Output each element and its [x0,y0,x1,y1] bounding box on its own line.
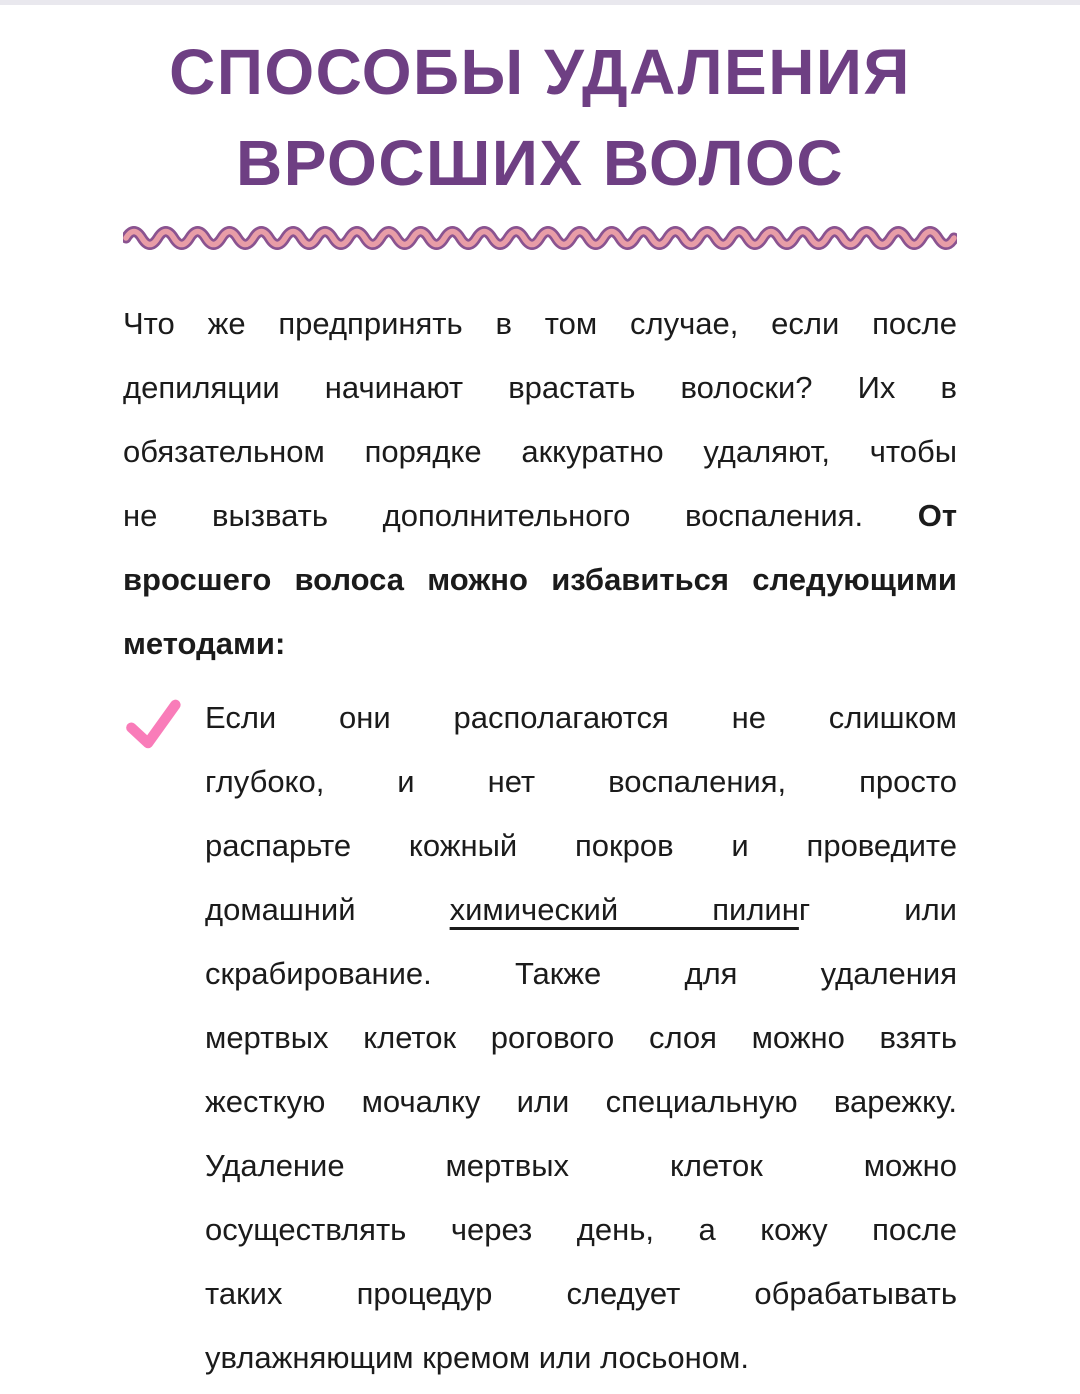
text-line [123,292,957,356]
text-segment: осуществлять через день, а кожу после [205,1212,957,1247]
text-line [205,686,957,750]
list-item-text [205,686,957,1390]
page-title-line-1: СПОСОБЫ УДАЛЕНИЯ [169,36,911,108]
wavy-divider [123,218,957,258]
article-content [123,27,957,1390]
text-line [123,356,957,420]
text-line [205,1070,957,1134]
text-line [123,420,957,484]
list-item [123,686,957,1390]
text-segment: домашний [205,892,450,927]
bold-text-segment: методами: [123,626,286,661]
underlined-link[interactable]: химический пилин [449,892,799,927]
text-line [205,1262,957,1326]
text-segment: распарьте кожный покров и проведите [205,828,957,863]
text-segment: мертвых клеток рогового слоя можно взять [205,1020,957,1055]
text-segment: скрабирование. Также для удаления [205,956,957,991]
text-line [205,942,957,1006]
page-title [123,27,957,209]
text-segment: не вызвать дополнительного воспаления. [123,498,918,533]
text-segment: таких процедур следует обрабатывать [205,1276,957,1311]
text-segment: глубоко, и нет воспаления, просто [205,764,957,799]
text-line [205,878,957,942]
text-segment: Если они располагаются не слишком [205,700,957,735]
bold-text-segment: От [917,498,957,533]
intro-paragraph [123,292,957,676]
checkmark-icon [123,698,184,752]
text-segment: обязательном порядке аккуратно удаляют, чтобы [123,434,957,469]
text-segment: Что же предпринять в том случае, если после [123,306,957,341]
text-line [123,548,957,612]
text-segment: жесткую мочалку или специальную варежку. [205,1084,957,1119]
text-segment: увлажняющим кремом или лосьоном. [205,1340,749,1375]
page-title-line-2: ВРОСШИХ ВОЛОС [235,127,845,199]
text-line [205,1006,957,1070]
bold-text-segment: вросшего волоса можно избавиться следующими [123,562,957,597]
text-line [205,1198,957,1262]
checkmark-stroke [130,705,178,744]
text-line [205,814,957,878]
text-line [205,1134,957,1198]
text-line [205,750,957,814]
text-segment: Удаление мертвых клеток можно [205,1148,957,1183]
text-segment: депиляции начинают врастать волоски? Их в [123,370,957,405]
text-segment: г или [798,892,957,927]
top-border-strip [0,0,1080,5]
text-line [123,484,957,548]
text-line [123,612,957,676]
text-line [205,1326,957,1390]
